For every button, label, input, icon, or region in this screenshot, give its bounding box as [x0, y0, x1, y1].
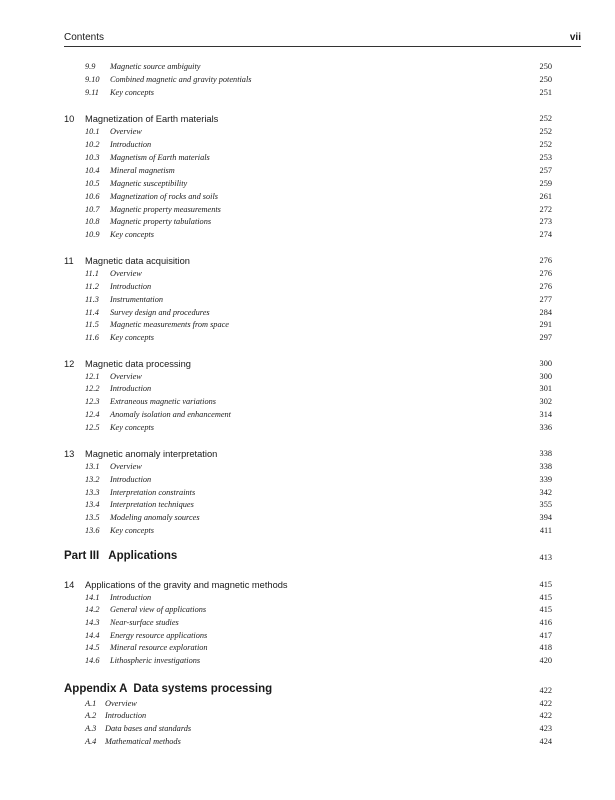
- toc-section-entry: [0, 308, 615, 320]
- entry-page-number: 424: [539, 737, 552, 746]
- entry-number: A.1: [85, 699, 97, 708]
- toc-chapter-entry: [0, 256, 615, 268]
- toc-section-entry: [0, 88, 615, 100]
- entry-page-number: 416: [539, 618, 552, 627]
- header-page-number: vii: [569, 32, 581, 43]
- toc-section-entry: [0, 62, 615, 74]
- entry-title: Instrumentation: [110, 295, 164, 304]
- entry-number: 10.7: [85, 205, 100, 214]
- entry-page-number: 417: [539, 631, 552, 640]
- entry-page-number: 422: [539, 699, 552, 708]
- entry-number: 10.8: [85, 217, 100, 226]
- entry-title: Energy resource applications: [110, 631, 208, 640]
- toc-section-entry: [0, 500, 615, 512]
- toc-section-entry: [0, 166, 615, 178]
- toc-section-entry: [0, 475, 615, 487]
- toc-section-entry: [0, 372, 615, 384]
- entry-number: 12.1: [85, 372, 100, 381]
- toc-section-entry: [0, 230, 615, 242]
- toc-section-entry: [0, 179, 615, 191]
- entry-title: Mineral resource exploration: [110, 643, 208, 652]
- entry-page-number: 259: [539, 179, 552, 188]
- toc-section-entry: [0, 320, 615, 332]
- entry-title: Interpretation constraints: [110, 488, 196, 497]
- entry-number: 10.6: [85, 192, 100, 201]
- entry-title: Magnetic measurements from space: [110, 320, 229, 329]
- toc-section-entry: [0, 618, 615, 630]
- entry-number: 14.3: [85, 618, 100, 627]
- entry-page-number: 355: [539, 500, 552, 509]
- entry-page-number: 291: [539, 320, 552, 329]
- entry-page-number: 413: [539, 553, 552, 562]
- entry-number: 10.4: [85, 166, 100, 175]
- entry-page-number: 342: [539, 488, 552, 497]
- entry-title: Magnetic data processing: [85, 359, 191, 369]
- entry-page-number: 415: [539, 580, 552, 589]
- entry-title: Interpretation techniques: [110, 500, 194, 509]
- entry-page-number: 336: [539, 423, 552, 432]
- entry-page-number: 314: [539, 410, 552, 419]
- toc-section-entry: [0, 269, 615, 281]
- entry-number: 11.5: [85, 320, 99, 329]
- entry-page-number: 422: [539, 686, 552, 695]
- entry-page-number: 301: [539, 384, 552, 393]
- entry-page-number: 250: [539, 75, 552, 84]
- toc-section-entry: [0, 282, 615, 294]
- entry-title: Overview: [110, 269, 142, 278]
- entry-title: Combined magnetic and gravity potentials: [110, 75, 252, 84]
- toc-section-entry: [0, 423, 615, 435]
- entry-number: 14.4: [85, 631, 100, 640]
- toc-section-entry: [0, 737, 615, 749]
- entry-page-number: 251: [539, 88, 552, 97]
- entry-number: 14.2: [85, 605, 100, 614]
- entry-page-number: 297: [539, 333, 552, 342]
- entry-number: 14.6: [85, 656, 100, 665]
- entry-title: Data bases and standards: [105, 724, 192, 733]
- entry-page-number: 250: [539, 62, 552, 71]
- toc-chapter-entry: [0, 359, 615, 371]
- entry-title: Key concepts: [110, 526, 155, 535]
- entry-number: 12: [64, 359, 75, 369]
- toc-section-entry: [0, 711, 615, 723]
- entry-number: 12.4: [85, 410, 100, 419]
- entry-number: 13.1: [85, 462, 100, 471]
- toc-section-entry: [0, 384, 615, 396]
- entry-page-number: 394: [539, 513, 552, 522]
- entry-page-number: 276: [539, 282, 552, 291]
- entry-number: 13.3: [85, 488, 100, 497]
- entry-number: 12.2: [85, 384, 100, 393]
- entry-page-number: 272: [539, 205, 552, 214]
- entry-number: 12.5: [85, 423, 100, 432]
- entry-title: Magnetic data acquisition: [85, 256, 190, 266]
- entry-title: Magnetic anomaly interpretation: [85, 449, 218, 459]
- entry-page-number: 274: [539, 230, 552, 239]
- entry-page-number: 300: [539, 372, 552, 381]
- entry-title: Mineral magnetism: [110, 166, 175, 175]
- entry-number: 9.9: [85, 62, 96, 71]
- entry-page-number: 284: [539, 308, 552, 317]
- entry-number: 14.1: [85, 593, 100, 602]
- toc-chapter-entry: [0, 580, 615, 592]
- toc-section-entry: [0, 513, 615, 525]
- toc-section-entry: [0, 462, 615, 474]
- entry-number: 11.3: [85, 295, 99, 304]
- toc-section-entry: [0, 656, 615, 668]
- entry-title: Magnetization of Earth materials: [85, 114, 219, 124]
- toc-section-entry: [0, 205, 615, 217]
- entry-number: 13: [64, 449, 75, 459]
- entry-page-number: 338: [539, 462, 552, 471]
- entry-title: Introduction: [110, 140, 152, 149]
- toc-section-entry: [0, 699, 615, 711]
- entry-number: 9.10: [85, 75, 100, 84]
- entry-title: Key concepts: [110, 333, 155, 342]
- entry-title: Magnetism of Earth materials: [110, 153, 210, 162]
- entry-number: 11.1: [85, 269, 99, 278]
- entry-number: A.2: [85, 711, 97, 720]
- entry-number: 11: [64, 256, 74, 266]
- entry-title: Appendix A Data systems processing: [64, 683, 273, 695]
- entry-title: Overview: [105, 699, 137, 708]
- entry-title: Mathematical methods: [105, 737, 181, 746]
- toc-section-entry: [0, 724, 615, 736]
- toc-chapter-entry: [0, 114, 615, 126]
- entry-number: 10.2: [85, 140, 100, 149]
- toc-section-entry: [0, 526, 615, 538]
- toc-section-entry: [0, 397, 615, 409]
- entry-title: Introduction: [110, 384, 152, 393]
- entry-title: Key concepts: [110, 423, 155, 432]
- entry-title: Overview: [110, 462, 142, 471]
- toc-section-entry: [0, 295, 615, 307]
- entry-page-number: 252: [539, 114, 552, 123]
- entry-title: Key concepts: [110, 230, 155, 239]
- entry-page-number: 339: [539, 475, 552, 484]
- entry-title: Applications of the gravity and magnetic methods: [85, 580, 288, 590]
- entry-number: 10.3: [85, 153, 100, 162]
- toc-section-entry: [0, 140, 615, 152]
- entry-number: 11.4: [85, 308, 99, 317]
- entry-title: Near-surface studies: [110, 618, 179, 627]
- toc-section-entry: [0, 488, 615, 500]
- entry-number: 14: [64, 580, 75, 590]
- entry-number: 13.5: [85, 513, 100, 522]
- entry-title: Key concepts: [110, 88, 155, 97]
- entry-title: Overview: [110, 372, 142, 381]
- entry-page-number: 276: [539, 256, 552, 265]
- entry-title: Anomaly isolation and enhancement: [110, 410, 231, 419]
- entry-number: A.4: [85, 737, 97, 746]
- toc-section-entry: [0, 127, 615, 139]
- entry-page-number: 277: [539, 295, 552, 304]
- entry-title: Extraneous magnetic variations: [110, 397, 216, 406]
- entry-title: Lithospheric investigations: [110, 656, 201, 665]
- entry-title: General view of applications: [110, 605, 207, 614]
- entry-page-number: 300: [539, 359, 552, 368]
- entry-title: Magnetic property tabulations: [110, 217, 212, 226]
- entry-page-number: 252: [539, 140, 552, 149]
- entry-number: 10: [64, 114, 75, 124]
- toc-chapter-entry: [0, 449, 615, 461]
- entry-number: 11.2: [85, 282, 99, 291]
- entry-number: 11.6: [85, 333, 99, 342]
- entry-page-number: 420: [539, 656, 552, 665]
- entry-number: 10.1: [85, 127, 100, 136]
- toc-part-entry: [0, 550, 615, 562]
- toc-section-entry: [0, 605, 615, 617]
- entry-page-number: 253: [539, 153, 552, 162]
- entry-title: Introduction: [110, 282, 152, 291]
- entry-page-number: 418: [539, 643, 552, 652]
- entry-title: Introduction: [110, 475, 152, 484]
- entry-title: Magnetization of rocks and soils: [110, 192, 219, 201]
- toc-section-entry: [0, 192, 615, 204]
- entry-page-number: 415: [539, 593, 552, 602]
- entry-number: 13.4: [85, 500, 100, 509]
- entry-title: Modeling anomaly sources: [110, 513, 200, 522]
- toc-part-entry: [0, 683, 615, 695]
- entry-title: Overview: [110, 127, 142, 136]
- toc-section-entry: [0, 153, 615, 165]
- entry-number: 10.5: [85, 179, 100, 188]
- entry-number: 13.6: [85, 526, 100, 535]
- entry-title: Magnetic source ambiguity: [110, 62, 201, 71]
- entry-page-number: 302: [539, 397, 552, 406]
- toc-section-entry: [0, 593, 615, 605]
- running-header: [64, 32, 581, 47]
- entry-page-number: 422: [539, 711, 552, 720]
- entry-title: Survey design and procedures: [110, 308, 210, 317]
- toc-section-entry: [0, 75, 615, 87]
- entry-page-number: 273: [539, 217, 552, 226]
- entry-title: Introduction: [105, 711, 147, 720]
- entry-number: 13.2: [85, 475, 100, 484]
- entry-number: 9.11: [85, 88, 99, 97]
- entry-page-number: 423: [539, 724, 552, 733]
- toc-section-entry: [0, 410, 615, 422]
- entry-page-number: 276: [539, 269, 552, 278]
- entry-page-number: 261: [539, 192, 552, 201]
- entry-title: Introduction: [110, 593, 152, 602]
- entry-number: A.3: [85, 724, 97, 733]
- toc-section-entry: [0, 217, 615, 229]
- entry-page-number: 411: [539, 526, 552, 535]
- entry-title: Magnetic property measurements: [110, 205, 221, 214]
- toc-section-entry: [0, 631, 615, 643]
- header-title: Contents: [64, 32, 105, 43]
- entry-number: 10.9: [85, 230, 100, 239]
- toc-section-entry: [0, 643, 615, 655]
- toc-section-entry: [0, 333, 615, 345]
- entry-page-number: 415: [539, 605, 552, 614]
- entry-page-number: 252: [539, 127, 552, 136]
- entry-number: 12.3: [85, 397, 100, 406]
- entry-title: Part III Applications: [64, 550, 178, 562]
- entry-page-number: 338: [539, 449, 552, 458]
- entry-page-number: 257: [539, 166, 552, 175]
- entry-number: 14.5: [85, 643, 100, 652]
- entry-title: Magnetic susceptibility: [110, 179, 188, 188]
